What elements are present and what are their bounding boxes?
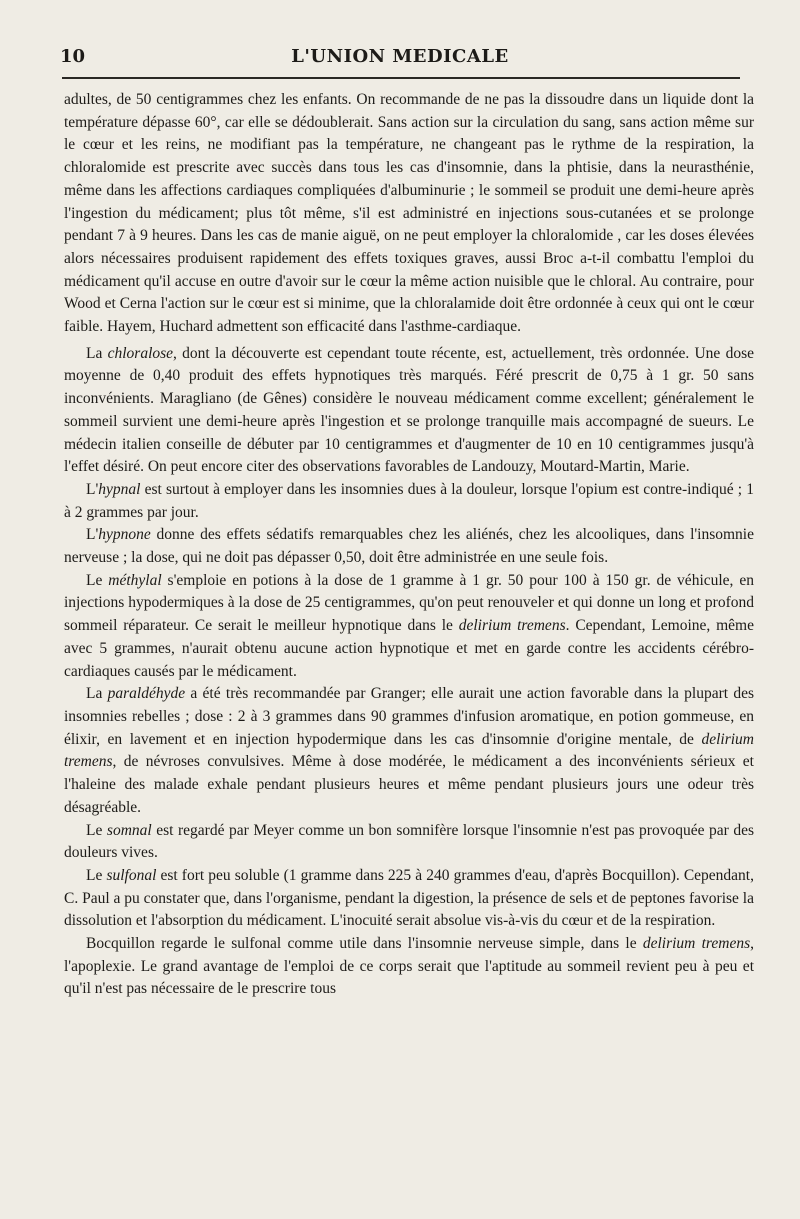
italic-term: delirium tremens (642, 935, 751, 953)
italic-term: delirium tremens (64, 730, 754, 771)
italic-term: méthylal (108, 571, 162, 589)
paragraph-text: a été très recommandée par Granger; elle aurait une action favorable dans la plupart des insomnies rebelles ; dose : 2 à 3 grammes dans 90 grammes d'infusion aromatique, en potion gommeuse, en élixir, en lavement et en injection hypodermique dans les cas d'insomnie d'origine mentale, de (64, 685, 754, 748)
paragraph-text: La (86, 344, 108, 362)
paragraph-text: Le (86, 821, 107, 839)
italic-term: chloralose (107, 344, 174, 362)
paragraph-text: , dont la découverte est cependant toute récente, est, actuellement, très ordonnée. Une dose moyenne de 0,40 produit des effets hypnotiques très marqués. Féré prescrit de 0,75 à 1 gr. 50 sans inconvénients. Maragliano (de Gênes) considère le nouveau médicament comme excellent; généralement le sommeil survient une demi-heure après l'ingestion et se prolonge tranquille mais accompagné de sueurs. Le médecin italien conseille de débuter par 10 centigrammes et d'augmenter de 10 en 10 centigrammes jusqu'à l'effet désiré. On peut encore citer des observations favorables de Landouzy, Moutard-Martin, Marie. (64, 344, 754, 476)
article-body (64, 89, 754, 1001)
italic-term: hypnone (98, 526, 151, 544)
paragraph-text: est surtout à employer dans les insomnies dues à la douleur, lorsque l'opium est contre-indiqué ; 1 à 2 grammes par jour. (64, 480, 754, 521)
italic-term: delirium tremens (458, 617, 566, 635)
paragraph-text: est fort peu soluble (1 gramme dans 225 à 240 grammes d'eau, d'après Bocquillon). Cependant, C. Paul a pu constater que, dans l'organisme, pendant la digestion, la présence de sels et de peptones favorise la dissolution et l'absorption du médicament. L'inocuité serait absolue vis-à-vis du cœur et de la respiration. (64, 866, 754, 930)
paragraph-text: Bocquillon regarde le sulfonal comme utile dans l'insomnie nerveuse simple, dans le (86, 935, 643, 953)
paragraph-text: La (86, 685, 108, 703)
page-number: 10 (60, 46, 86, 67)
header-rule (62, 77, 740, 79)
paragraph-text: Le (86, 866, 107, 884)
paragraph-text: Le (86, 571, 109, 589)
paragraph (64, 570, 754, 684)
italic-term: somnal (106, 821, 152, 839)
paragraph (64, 933, 754, 1001)
paragraph-text: donne des effets sédatifs remarquables chez les aliénés, chez les alcooliques, dans l'insomnie nerveuse ; la dose, qui ne doit pas dépasser 0,50, doit être administrée en une seule fois. (64, 526, 754, 567)
paragraph-text: s'emploie en potions à la dose de 1 gramme à 1 gr. 50 pour 100 à 150 gr. de véhicule, en injections hypodermiques à la dose de 25 centigrammes, qu'on peut renouveler et qui donne un long et profond sommeil réparateur. Ce serait le meilleur hypnotique dans le (64, 571, 754, 635)
paragraph (64, 89, 754, 339)
paragraph-text: , de névroses convulsives. Même à dose modérée, le médicament a des inconvénients sérieux et l'haleine des malade exhale pendant plusieurs heures et même pendant plusieurs jours une odeur très désagréable. (64, 753, 754, 816)
paragraph-text: adultes, de 50 centigrammes chez les enfants. On recommande de ne pas la dissoudre dans un liquide dont la température dépasse 60°, car elle se dédoublerait. Sans action sur la circulation du sang, sans action même sur le cœur et les reins, ne modifiant pas la température, ne changeant pas le rythme de la respiration, la chloralomide est prescrite avec succès dans tous les cas d'insomnie, dans la phtisie, dans la neurasthénie, même dans les affections cardiaques compliquées d'albuminurie ; le sommeil se produit une demi-heure après l'ingestion du médicament; plus tôt même, s'il est administré en injections sous-cutanées et se prolonge pendant 7 à 9 heures. Dans les cas de manie aiguë, on ne peut employer la chloralomide , car les doses élevées alors nécessaires produisent rapidement des effets toxiques graves, aussi Broc a-t-il combattu l'emploi du médicament qu'il accuse en outre d'avoir sur le cœur la même action nuisible que le chloral. Au contraire, pour Wood et Cerna l'action sur le cœur est si minime, que la chloralamide doit être ordonnée à ceux qui ont le cœur faible. Hayem, Huchard admettent son efficacité dans l'asthme-cardiaque. (64, 91, 754, 336)
paragraph (64, 343, 754, 479)
page-header (60, 40, 740, 70)
running-title: L'UNION MEDICALE (291, 46, 509, 67)
paragraph (64, 820, 754, 865)
paragraph (64, 524, 754, 569)
italic-term: hypnal (98, 480, 141, 498)
paragraph-text: . Cependant, Lemoine, même avec 5 grammes, n'aurait obtenu aucune action hypnotique et met en garde contre les accidents cérébro-cardiaques causés par le médicament. (64, 617, 754, 680)
italic-term: sulfonal (106, 866, 157, 884)
paragraph-text: est regardé par Meyer comme un bon somnifère lorsque l'insomnie n'est pas provoquée par des douleurs vives. (64, 821, 754, 862)
paragraph-text: , l'apoplexie. Le grand avantage de l'emploi de ce corps serait que l'aptitude au sommeil revient peu à peu et qu'il n'est pas nécessaire de le prescrire tous (64, 935, 754, 998)
paragraph-text: L' (86, 526, 99, 544)
italic-term: paraldéhyde (107, 685, 186, 703)
paragraph (64, 479, 754, 524)
paragraph (64, 865, 754, 933)
paragraph-text: L' (86, 480, 99, 498)
paragraph (64, 683, 754, 819)
